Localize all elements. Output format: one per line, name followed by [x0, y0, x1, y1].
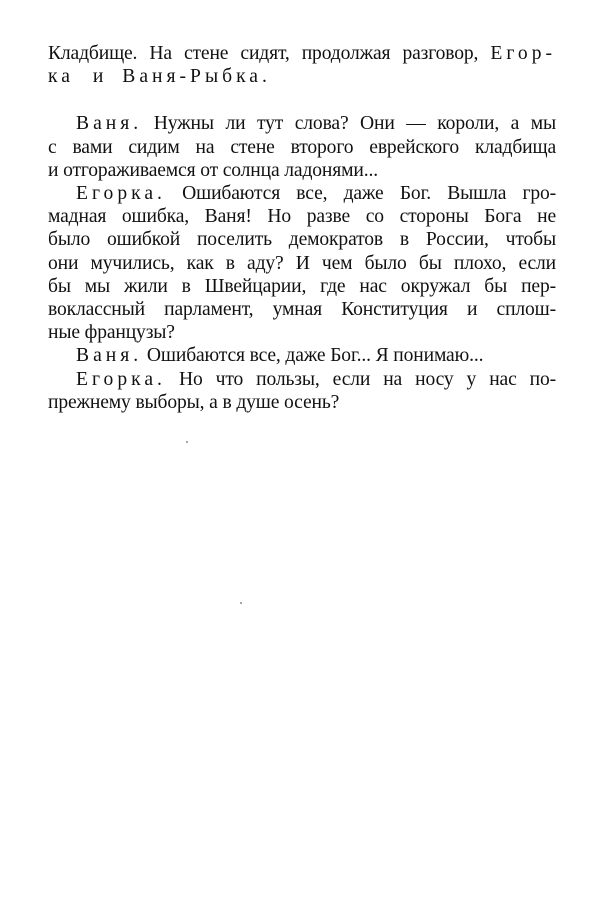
spacer [48, 88, 556, 112]
speech-line: бы мы жили в Швейцарии, где нас окружал бы пер- [48, 275, 556, 297]
speech-line: воклассный парламент, умная Конституция и сплош- [48, 299, 556, 321]
speech-text: Но что пользы, если на носу у нас по- [178, 368, 557, 390]
conjunction: и [92, 66, 104, 88]
speech-paragraph [48, 344, 556, 367]
speaker-name: Егорка. [76, 368, 166, 390]
speaker-name: Ваня. [76, 113, 143, 135]
speaker-name: Егорка. [76, 183, 166, 205]
speech-line: прежнему выборы, а в душе осень? [48, 391, 340, 413]
speech-text: Нужны ли тут слова? Они — короли, а мы [153, 113, 557, 135]
speech-text: Ошибаются все, даже Бог. Вышла гро- [182, 183, 557, 205]
speech-paragraph [48, 112, 556, 182]
speech-paragraph [48, 182, 556, 344]
speech-line [48, 368, 556, 391]
speech-line: они мучились, как в аду? И чем было бы плохо, если [48, 252, 556, 274]
speech-line [48, 112, 556, 135]
speaker-name: Ваня. [76, 345, 143, 367]
character-name: Егор- [490, 43, 557, 64]
speech-line: мадная ошибка, Ваня! Но разве со стороны Бога не [48, 206, 556, 228]
stage-direction-line-2 [48, 65, 556, 88]
page-text [48, 42, 556, 414]
speech-line: ные французы? [48, 322, 175, 344]
speech-line: было ошибкой поселить демократов в России, чтобы [48, 229, 556, 251]
character-name: Ваня-Рыбка. [122, 66, 271, 88]
speech-line: с вами сидим на стене второго еврейского кладбища [48, 136, 556, 158]
scan-speck [240, 602, 242, 604]
speech-text: Ошибаются все, даже Бог... Я понимаю... [146, 345, 484, 367]
speech-line: и отгораживаемся от солнца ладонями... [48, 159, 378, 181]
stage-direction [48, 42, 556, 88]
stage-direction-text: Кладбище. На стене сидят, продолжая разговор, [48, 43, 479, 64]
speech-line [48, 182, 556, 205]
stage-direction-line-1 [48, 42, 556, 65]
scan-speck [186, 441, 188, 443]
speech-line [48, 344, 556, 367]
speech-paragraph [48, 368, 556, 414]
character-name: ка [48, 66, 74, 88]
